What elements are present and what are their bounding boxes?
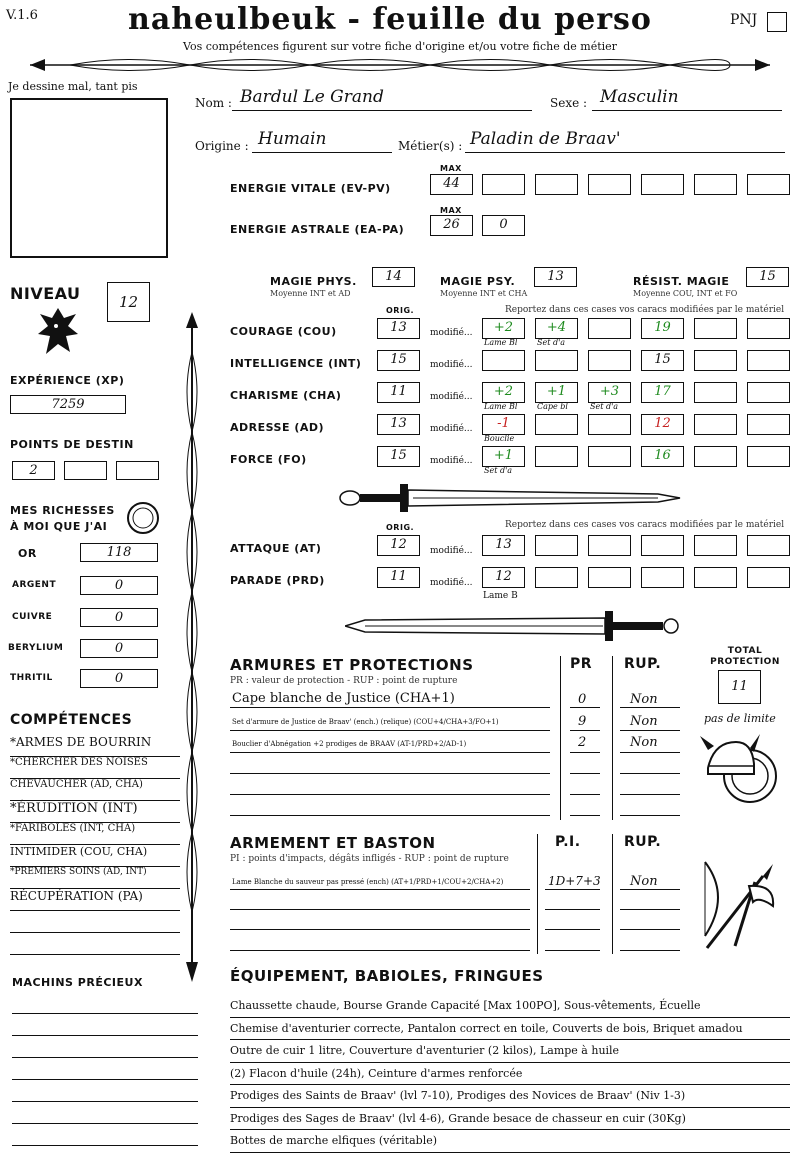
armor-rup[interactable]: Non xyxy=(630,692,658,707)
stat-mod-box[interactable] xyxy=(694,414,737,435)
attaque-label: ATTAQUE (AT) xyxy=(230,542,322,555)
sexe-label: Sexe : xyxy=(550,96,588,110)
origine-label: Origine : xyxy=(195,139,249,153)
armor-rup-header: RUP. xyxy=(624,656,662,672)
niveau-box[interactable]: 12 xyxy=(107,282,150,322)
stat-mod-box[interactable]: +1 xyxy=(482,446,525,467)
ev-box[interactable] xyxy=(535,174,578,195)
berylium-label: BERYLIUM xyxy=(8,643,64,653)
armures-sub: PR : valeur de protection - RUP : point de rupture xyxy=(230,676,458,686)
stat-mod-box[interactable] xyxy=(482,350,525,371)
vertical-spear-ornament xyxy=(180,312,204,982)
magie-psy-label: MAGIE PSY. xyxy=(440,275,516,288)
stat-label: INTELLIGENCE (INT) xyxy=(230,357,362,370)
metier-field[interactable]: Paladin de Braav' xyxy=(470,129,621,149)
stat-label: FORCE (FO) xyxy=(230,453,307,466)
stat-mod-source: Set d'a xyxy=(537,338,566,347)
ev-box[interactable] xyxy=(747,174,790,195)
at-modifie-label: modifié... xyxy=(430,546,473,556)
ev-box[interactable] xyxy=(694,174,737,195)
armement-title: ARMEMENT ET BASTON xyxy=(230,834,436,852)
portrait-caption: Je dessine mal, tant pis xyxy=(8,80,138,93)
stat-mod-box[interactable] xyxy=(535,414,578,435)
nom-field[interactable]: Bardul Le Grand xyxy=(240,87,384,107)
stat-mod-box[interactable] xyxy=(588,350,631,371)
stat-label: CHARISME (CHA) xyxy=(230,389,342,402)
stat-modifie-label: modifié... xyxy=(430,424,473,434)
resist-magie-sub: Moyenne COU, INT et FO xyxy=(633,289,738,298)
ea-max-box[interactable]: 26 xyxy=(430,215,473,236)
stat-label: ADRESSE (AD) xyxy=(230,421,325,434)
stat-orig-box[interactable]: 13 xyxy=(377,414,420,435)
total-protection-box[interactable]: 11 xyxy=(718,670,761,704)
xp-label: EXPÉRIENCE (XP) xyxy=(10,374,125,387)
armor-rup[interactable]: Non xyxy=(630,714,658,729)
armor-item[interactable]: Cape blanche de Justice (CHA+1) xyxy=(232,691,455,706)
magie-phys-box[interactable]: 14 xyxy=(372,267,415,287)
skill-item[interactable]: RÉCUPÉRATION (PA) xyxy=(10,889,180,911)
pr-header: PR xyxy=(570,656,593,672)
ev-max-box[interactable]: 44 xyxy=(430,174,473,195)
skill-item[interactable]: CHEVAUCHER (AD, CHA) xyxy=(10,779,180,801)
header-spear-ornament xyxy=(10,52,790,78)
berylium-box[interactable]: 0 xyxy=(80,639,158,658)
equipement-item[interactable]: Chaussette chaude, Bourse Grande Capacité [Max 100PO], Sous-vêtements, Écuelle xyxy=(230,995,790,1018)
at-mod-box[interactable]: 13 xyxy=(482,535,525,556)
weapon-rup[interactable]: Non xyxy=(630,874,658,889)
stat-mod-box[interactable] xyxy=(747,446,790,467)
ea-max-label: MAX xyxy=(440,206,462,215)
armor-pr[interactable]: 0 xyxy=(578,692,587,707)
stat-orig-box[interactable]: 11 xyxy=(377,382,420,403)
skill-item[interactable]: *ÉRUDITION (INT) xyxy=(10,801,180,823)
stat-final-box[interactable]: 19 xyxy=(641,318,684,339)
armor-item[interactable]: Set d'armure de Justice de Braav' (ench.) (relique) (COU+4/CHA+3/FO+1) xyxy=(232,718,499,726)
equipement-item[interactable]: (2) Flacon d'huile (24h), Ceinture d'armes renforcée xyxy=(230,1063,790,1086)
ea-label: ENERGIE ASTRALE (EA-PA) xyxy=(230,223,405,236)
stat-mod-box[interactable] xyxy=(588,318,631,339)
machins-precieux-title: MACHINS PRÉCIEUX xyxy=(12,976,143,989)
argent-box[interactable]: 0 xyxy=(80,576,158,595)
parade-label: PARADE (PRD) xyxy=(230,574,325,587)
stat-mod-box[interactable] xyxy=(588,446,631,467)
skill-item[interactable] xyxy=(10,933,180,955)
or-label: OR xyxy=(18,547,37,560)
stat-mod-box[interactable] xyxy=(694,446,737,467)
weapon-item[interactable]: Lame Blanche du sauveur pas pressé (ench) (AT+1/PRD+1/COU+2/CHA+2) xyxy=(232,878,504,886)
equipement-list xyxy=(230,995,790,1153)
skill-item[interactable] xyxy=(10,911,180,933)
equipement-title: ÉQUIPEMENT, BABIOLES, FRINGUES xyxy=(230,967,544,985)
stat-orig-box[interactable]: 15 xyxy=(377,350,420,371)
stat-mod-box[interactable] xyxy=(747,382,790,403)
magie-phys-sub: Moyenne INT et AD xyxy=(270,289,351,298)
prd-orig-box[interactable]: 11 xyxy=(377,567,420,588)
skill-item[interactable]: *CHERCHER DES NOISES xyxy=(10,757,180,779)
orig-label: ORIG. xyxy=(386,306,415,315)
stat-modifie-label: modifié... xyxy=(430,328,473,338)
sword-ornament xyxy=(345,608,685,644)
stat-mod-box[interactable]: +2 xyxy=(482,382,525,403)
coin-icon xyxy=(125,500,161,536)
thritil-label: THRITIL xyxy=(10,673,53,683)
stat-modifie-label: modifié... xyxy=(430,360,473,370)
armor-rup[interactable]: Non xyxy=(630,735,658,750)
prd-modifie-label: modifié... xyxy=(430,578,473,588)
armor-item[interactable]: Bouclier d'Abnégation +2 prodiges de BRAAV (AT-1/PRD+2/AD-1) xyxy=(232,740,467,748)
weapons-icon xyxy=(695,856,785,952)
destin-label: POINTS DE DESTIN xyxy=(10,438,134,451)
prd-box[interactable] xyxy=(747,567,790,588)
stat-mod-source: Lame Bl xyxy=(484,338,518,347)
stat-final-box[interactable]: 17 xyxy=(641,382,684,403)
resist-magie-label: RÉSIST. MAGIE xyxy=(633,275,730,288)
pnj-label: PNJ xyxy=(730,12,758,28)
prd-mod-source: Lame B xyxy=(483,591,518,601)
at-box[interactable] xyxy=(535,535,578,556)
cuivre-label: CUIVRE xyxy=(12,612,53,622)
destin-box[interactable] xyxy=(116,461,159,480)
metier-label: Métier(s) : xyxy=(398,139,463,153)
at-box[interactable] xyxy=(641,535,684,556)
armement-sub: PI : points d'impacts, dégâts infligés - RUP : point de rupture xyxy=(230,854,509,864)
armures-title: ARMURES ET PROTECTIONS xyxy=(230,656,474,674)
competences-list xyxy=(10,735,180,955)
stat-mod-box[interactable] xyxy=(694,382,737,403)
stat-mod-source: Bouclie xyxy=(484,434,515,443)
dragon-icon xyxy=(34,304,82,360)
stat-final-box[interactable]: 15 xyxy=(641,350,684,371)
ev-label: ENERGIE VITALE (EV-PV) xyxy=(230,182,391,195)
prd-box[interactable] xyxy=(588,567,631,588)
sexe-field[interactable]: Masculin xyxy=(600,87,679,107)
equipement-item[interactable]: Prodiges des Sages de Braav' (lvl 4-6), Grande besace de chasseur en cuir (30Kg) xyxy=(230,1108,790,1131)
sword-ornament xyxy=(338,480,683,516)
equipement-item[interactable]: Prodiges des Saints de Braav' (lvl 7-10), Prodiges des Novices de Braav' (Niv 1-3) xyxy=(230,1085,790,1108)
stat-orig-box[interactable]: 15 xyxy=(377,446,420,467)
prd-box[interactable] xyxy=(694,567,737,588)
magie-psy-sub: Moyenne INT et CHA xyxy=(440,289,528,298)
stat-modifie-label: modifié... xyxy=(430,392,473,402)
equipement-item[interactable]: Outre de cuir 1 litre, Couverture d'aventurier (2 kilos), Lampe à huile xyxy=(230,1040,790,1063)
stat-mod-box[interactable] xyxy=(588,414,631,435)
skill-item[interactable]: *FARIBOLES (INT, CHA) xyxy=(10,823,180,845)
stat-mod-source: Set d'a xyxy=(484,466,513,475)
sheet-title: naheulbeuk - feuille du perso xyxy=(128,2,652,37)
argent-label: ARGENT xyxy=(12,580,57,590)
stat-mod-box[interactable] xyxy=(694,318,737,339)
at-box[interactable] xyxy=(747,535,790,556)
weapon-rup-header: RUP. xyxy=(624,834,662,850)
stat-mod-box[interactable] xyxy=(747,414,790,435)
stat-modifie-label: modifié... xyxy=(430,456,473,466)
nom-label: Nom : xyxy=(195,96,232,110)
portrait-box[interactable] xyxy=(10,98,168,258)
magie-psy-box[interactable]: 13 xyxy=(534,267,577,287)
competences-title: COMPÉTENCES xyxy=(10,712,133,728)
magie-phys-label: MAGIE PHYS. xyxy=(270,275,357,288)
origine-field[interactable]: Humain xyxy=(258,129,327,149)
skill-item[interactable]: *ARMES DE BOURRIN xyxy=(10,735,180,757)
pas-de-limite-label: pas de limite xyxy=(704,712,776,725)
pnj-checkbox[interactable] xyxy=(767,12,787,32)
ev-box[interactable] xyxy=(482,174,525,195)
equipement-item[interactable]: Chemise d'aventurier correcte, Pantalon correct en toile, Couverts de bois, Briquet amadou xyxy=(230,1018,790,1041)
ev-box[interactable] xyxy=(641,174,684,195)
at-box[interactable] xyxy=(588,535,631,556)
stat-mod-box[interactable] xyxy=(694,350,737,371)
niveau-label: NIVEAU xyxy=(10,284,81,303)
combat-note: Reportez dans ces cases vos caracs modifiées par le matériel xyxy=(505,520,785,530)
xp-box[interactable]: 7259 xyxy=(10,395,126,414)
stat-mod-box[interactable] xyxy=(747,350,790,371)
destin-box[interactable] xyxy=(64,461,107,480)
destin-box[interactable]: 2 xyxy=(12,461,55,480)
sheet-subtitle: Vos compétences figurent sur votre fiche d'origine et/ou votre fiche de métier xyxy=(183,40,617,53)
stat-mod-source: Set d'a xyxy=(590,402,619,411)
stat-mod-box[interactable]: +4 xyxy=(535,318,578,339)
stat-mod-box[interactable] xyxy=(747,318,790,339)
stat-orig-box[interactable]: 13 xyxy=(377,318,420,339)
ea-current-box[interactable]: 0 xyxy=(482,215,525,236)
or-box[interactable]: 118 xyxy=(80,543,158,562)
helmet-shield-icon xyxy=(700,728,780,810)
stat-mod-box[interactable]: +1 xyxy=(535,382,578,403)
at-orig-box[interactable]: 12 xyxy=(377,535,420,556)
skill-item[interactable]: INTIMIDER (COU, CHA) xyxy=(10,845,180,867)
prd-box[interactable] xyxy=(535,567,578,588)
stat-mod-source: Lame Bl xyxy=(484,402,518,411)
stat-mod-box[interactable] xyxy=(535,350,578,371)
ev-box[interactable] xyxy=(588,174,631,195)
stat-mod-box[interactable]: +3 xyxy=(588,382,631,403)
ev-max-label: MAX xyxy=(440,164,462,173)
at-box[interactable] xyxy=(694,535,737,556)
richesses-label: MES RICHESSES À MOI QUE J'AI xyxy=(10,504,115,533)
armor-pr[interactable]: 2 xyxy=(578,735,587,750)
prd-mod-box[interactable]: 12 xyxy=(482,567,525,588)
thritil-box[interactable]: 0 xyxy=(80,669,158,688)
weapon-pi[interactable]: 1D+7+3 xyxy=(548,874,601,888)
version-label: V.1.6 xyxy=(6,8,38,23)
stat-label: COURAGE (COU) xyxy=(230,325,337,338)
stats-note: Reportez dans ces cases vos caracs modifiées par le matériel xyxy=(505,305,785,315)
stat-final-box[interactable]: 16 xyxy=(641,446,684,467)
stat-final-box[interactable]: 12 xyxy=(641,414,684,435)
armor-pr[interactable]: 9 xyxy=(578,714,587,729)
resist-magie-box[interactable]: 15 xyxy=(746,267,789,287)
stat-mod-box[interactable]: +2 xyxy=(482,318,525,339)
stat-mod-box[interactable] xyxy=(535,446,578,467)
cuivre-box[interactable]: 0 xyxy=(80,608,158,627)
skill-item[interactable]: *PREMIERS SOINS (AD, INT) xyxy=(10,867,180,889)
stat-mod-source: Cape bl xyxy=(537,402,568,411)
equipement-item[interactable]: Bottes de marche elfiques (véritable) xyxy=(230,1130,790,1153)
pi-header: P.I. xyxy=(555,834,581,850)
total-protection-label: TOTAL PROTECTION xyxy=(710,646,780,667)
stat-mod-box[interactable]: -1 xyxy=(482,414,525,435)
combat-orig-label: ORIG. xyxy=(386,523,415,532)
prd-box[interactable] xyxy=(641,567,684,588)
